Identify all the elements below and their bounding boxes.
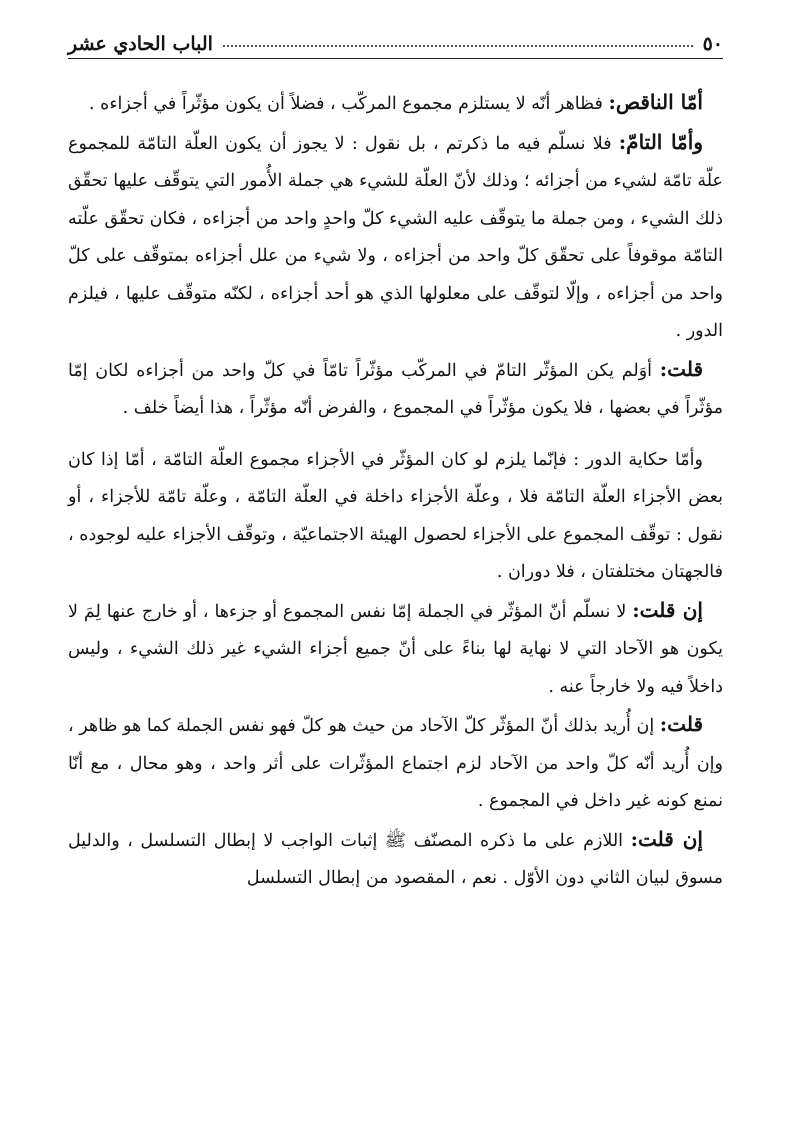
paragraph-text: أوَلم يكن المؤثّر التامّ في المركّب مؤثّراً تامّاً في كلّ واحد من أجزاءه لكان إمّا مؤثّراً في بعضها ، فلا يكون مؤثّراً في المجموع ، والفرض أنّه مؤثّراً ، هذا أيضاً خلف . — [68, 360, 723, 418]
page-body — [68, 84, 723, 898]
paragraph-lead: وأمّا التامّ: — [618, 129, 703, 154]
paragraph-text: فظاهر أنّه لا يستلزم مجموع المركّب ، فضلاً أن يكون مؤثّراً في أجزاءه . — [89, 94, 609, 114]
paragraph-lead: قلت: — [659, 712, 703, 736]
paragraph-lead: إن قلت: — [630, 826, 703, 851]
paragraph-text: إن أُريد بذلك أنّ المؤثّر كلّ الآحاد من حيث هو كلّ فهو نفس الجملة كما هو ظاهر ، وإن أُريد أنّه كلّ واحد من الآحاد لزم اجتماع المؤثّرات على أثر واحد ، وهو محال ، مع أنّا نمنع كونه غير داخل في المجموع . — [68, 716, 723, 811]
paragraph-tamm — [68, 124, 723, 351]
paragraph-text: فلا نسلّم فيه ما ذكرتم ، بل نقول : لا يجوز أن يكون العلّة التامّة للمجموع علّة تامّة لشيء من أجزائه ؛ وذلك لأنّ العلّة للشيء هي جملة الأُمور التي يتوقّف عليها تحقّق ذلك الشيء ، ومن جملة ما يتوقّف عليه الشيء كلّ واحدٍ واحد من أجزاءه ، فكان تحقّق علّته التامّة موقوفاً على تحقّق كلّ واحد من أجزاءه ، ولا شيء من علل أجزاءه بمتوقّف على كلّ واحد من أجزاءه ، وإلّا لتوقّف على معلولها الذي هو أحد أجزاءه ، لكنّه متوقّف عليها ، فيلزم الدور . — [68, 133, 723, 341]
page-number: ٥٠ — [702, 33, 723, 55]
paragraph-lead: أمّا الناقص: — [608, 90, 703, 114]
paragraph-text: وأمّا حكاية الدور : فإنّما يلزم لو كان المؤثّر في الأجزاء مجموع العلّة التامّة ، أمّا إذا كان بعض الأجزاء العلّة التامّة فلا ، وعلّة الأجزاء داخلة في العلّة التامّة ، وعلّة تامّة للأجزاء ، أو نقول : توقّف المجموع على الأجزاء لحصول الهيئة الاجتماعيّة ، وتوقّف الأجزاء عليه لوجوده ، فالجهتان مختلفتان ، فلا دوران . — [68, 449, 723, 582]
page-header — [68, 30, 723, 59]
paragraph-dawr — [68, 440, 723, 592]
paragraph-in-qult-2 — [68, 821, 723, 898]
paragraph-text: لا نسلّم أنّ المؤثّر في الجملة إمّا نفس المجموع أو جزءها ، أو خارج عنها لِمَ لا يكون هو الآحاد التي لا نهاية لها بناءً على أنّ جميع أجزاء الشيء غير ذلك الشيء ، وليس داخلاً فيه ولا خارجاً عنه . — [68, 601, 723, 697]
paragraph-in-qult-1 — [68, 592, 723, 707]
paragraph-text: اللازم على ما ذكره المصنّف ﷺ إثبات الواجب لا إبطال التسلسل ، والدليل مسوق لبيان الثاني دون الأوّل . نعم ، المقصود من إبطال التسلسل — [68, 830, 723, 888]
paragraph-qult-2 — [68, 706, 723, 821]
paragraph-qult-1 — [68, 351, 723, 428]
chapter-title: الباب الحادي عشر — [68, 33, 213, 55]
header-dot-leader — [223, 45, 693, 47]
paragraph-lead: قلت: — [659, 356, 703, 381]
paragraph-lead: إن قلت: — [632, 597, 703, 622]
paragraph-naqis — [68, 84, 723, 124]
